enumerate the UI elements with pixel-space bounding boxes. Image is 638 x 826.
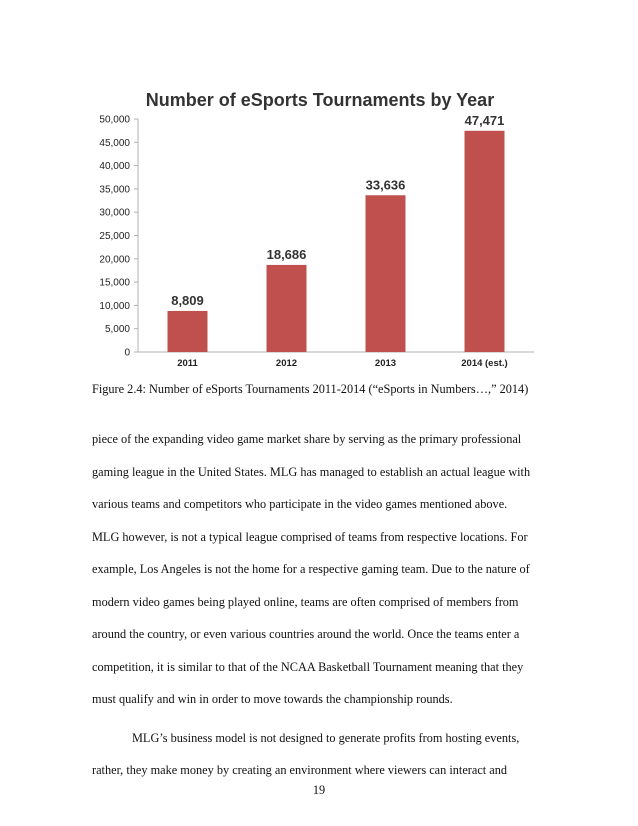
text-line: competition, it is similar to that of the NCAA Basketball Tournament meaning that they bbox=[92, 659, 524, 674]
x-tick-label: 2011 bbox=[177, 358, 198, 369]
data-label: 33,636 bbox=[365, 177, 406, 193]
data-labels bbox=[171, 113, 504, 308]
y-tick-label: 25,000 bbox=[99, 231, 130, 242]
y-tick-label: 10,000 bbox=[99, 300, 130, 312]
tournaments-bar-chart bbox=[88, 84, 548, 374]
y-tick-label: 0 bbox=[124, 347, 130, 359]
y-tick-label: 5,000 bbox=[104, 324, 130, 336]
chart-title: Number of eSports Tournaments by Year bbox=[145, 90, 495, 110]
x-tick-label: 2012 bbox=[275, 358, 298, 369]
y-tick-label: 50,000 bbox=[99, 114, 130, 126]
bar-2013 bbox=[366, 195, 406, 352]
bar-2011 bbox=[168, 311, 208, 352]
page-number: 19 bbox=[312, 783, 326, 797]
text-line: must qualify and win in order to move towards the championship rounds. bbox=[92, 692, 453, 706]
text-line-content: MLG’s business model is not designed to generate profits from hosting events, bbox=[132, 730, 520, 745]
y-axis-ticks bbox=[99, 115, 138, 359]
x-tick-label: 2014 (est.) bbox=[461, 358, 508, 369]
text-line: MLG however, is not a typical league comprised of teams from respective locations. For bbox=[92, 529, 528, 544]
data-label: 47,471 bbox=[464, 112, 505, 128]
bar-2012 bbox=[267, 265, 307, 352]
y-tick-label: 40,000 bbox=[99, 161, 130, 173]
text-line: modern video games being played online, teams are often comprised of members from bbox=[92, 594, 519, 609]
body-text bbox=[92, 423, 552, 787]
text-line: rather, they make money by creating an environment where viewers can interact and bbox=[92, 763, 508, 777]
category-labels bbox=[177, 358, 508, 369]
y-tick-label: 35,000 bbox=[99, 184, 130, 196]
paragraph-1 bbox=[92, 423, 552, 716]
text-line: various teams and competitors who participate in the video games mentioned above. bbox=[92, 497, 508, 511]
bar-2014 bbox=[465, 131, 505, 352]
y-tick-label: 15,000 bbox=[99, 277, 130, 289]
y-tick-label: 30,000 bbox=[99, 207, 130, 219]
y-tick-label: 45,000 bbox=[99, 137, 130, 149]
bars bbox=[168, 131, 505, 352]
data-label: 8,809 bbox=[171, 292, 204, 308]
data-label: 18,686 bbox=[266, 246, 307, 262]
figure-caption: Figure 2.4: Number of eSports Tournaments 2011-2014 (“eSports in Numbers…,” 2014) bbox=[92, 382, 529, 396]
paragraph-2 bbox=[92, 722, 552, 787]
y-tick-label: 20,000 bbox=[99, 254, 130, 266]
text-line: example, Los Angeles is not the home for a respective gaming team. Due to the nature of bbox=[92, 562, 530, 576]
text-line-indented bbox=[92, 722, 552, 755]
x-tick-label: 2013 bbox=[374, 358, 397, 369]
text-line: piece of the expanding video game market share by serving as the primary professional bbox=[92, 432, 522, 446]
text-line: around the country, or even various countries around the world. Once the teams enter a bbox=[92, 627, 520, 641]
text-line: gaming league in the United States. MLG has managed to establish an actual league with bbox=[92, 464, 531, 479]
